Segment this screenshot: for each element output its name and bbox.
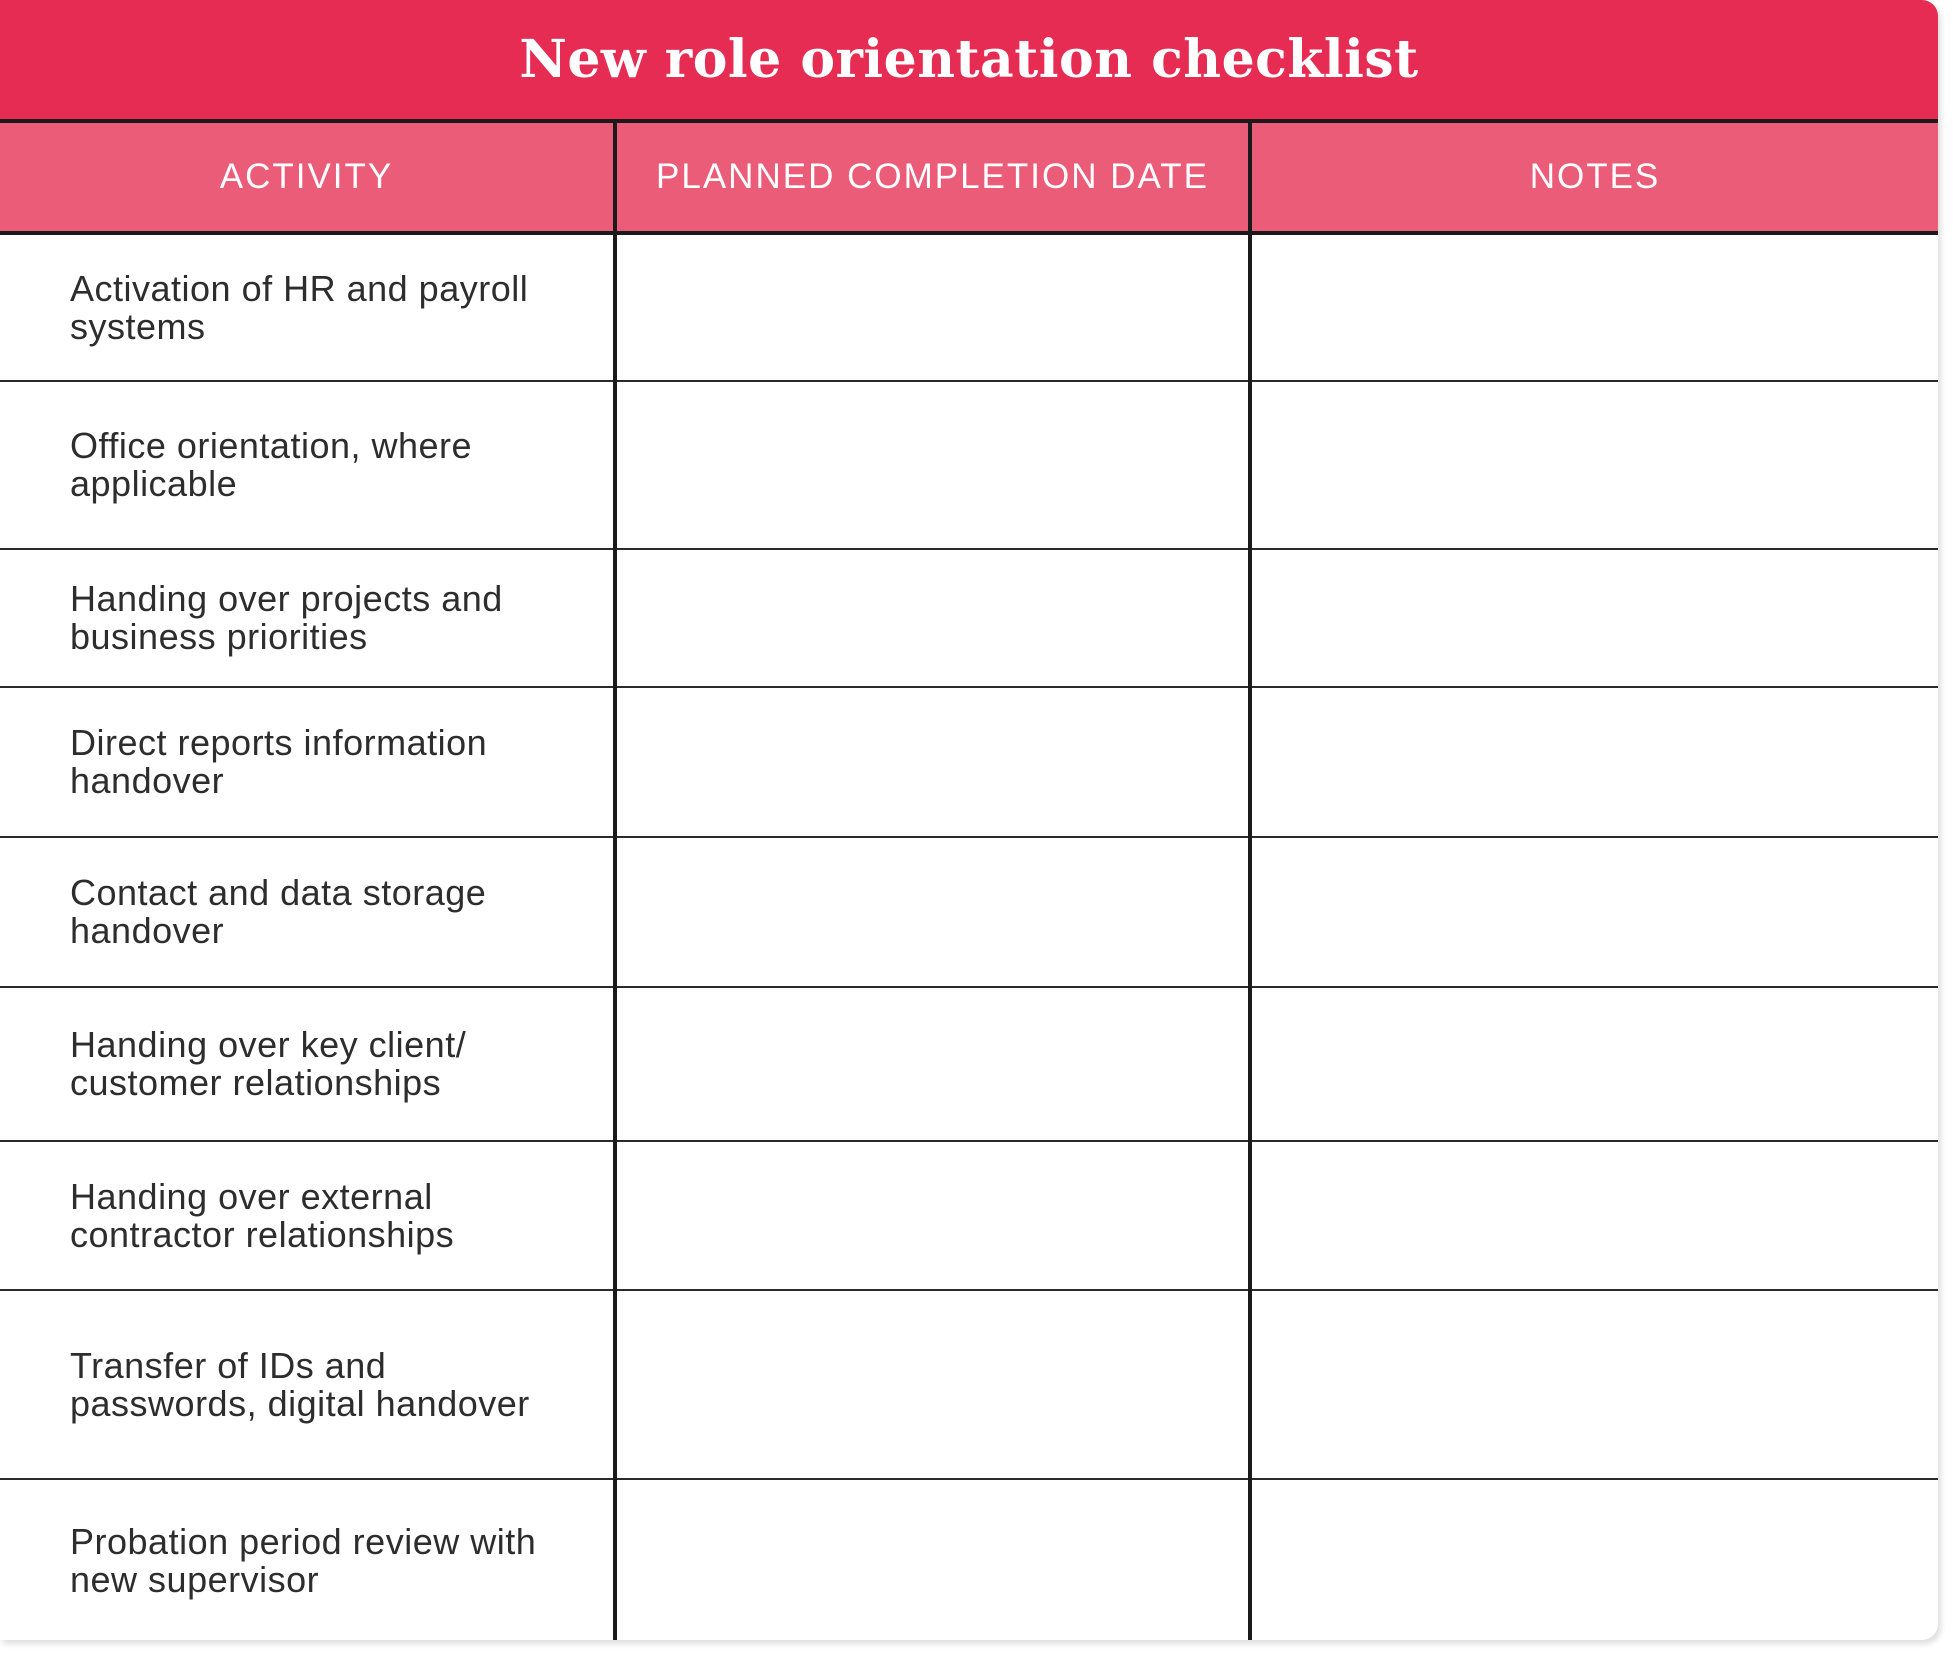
notes-cell[interactable] [1250,987,1938,1141]
planned-completion-date-cell[interactable] [615,837,1250,987]
planned-completion-date-cell[interactable] [615,687,1250,837]
notes-cell[interactable] [1250,1290,1938,1479]
header-row [0,121,1938,233]
activity-cell: Office orientation, where applicable [0,381,615,549]
planned-completion-date-cell[interactable] [615,987,1250,1141]
page-title: New role orientation checklist [519,29,1419,90]
checklist-table [0,119,1938,1640]
planned-completion-date-cell[interactable] [615,549,1250,687]
planned-completion-date-cell[interactable] [615,381,1250,549]
notes-cell[interactable] [1250,381,1938,549]
table-row [0,1290,1938,1479]
notes-cell[interactable] [1250,687,1938,837]
planned-completion-date-cell[interactable] [615,1141,1250,1290]
notes-cell[interactable] [1250,837,1938,987]
title-bar [0,0,1938,119]
activity-cell: Direct reports information handover [0,687,615,837]
column-header-activity: ACTIVITY [0,121,615,233]
activity-cell: Handing over projects and business priorities [0,549,615,687]
activity-cell: Probation period review with new supervisor [70,1520,537,1600]
activity-cell: Transfer of IDs and passwords, digital handover [0,1290,615,1479]
notes-cell[interactable] [1250,1479,1938,1640]
activity-cell: Handing over external contractor relationships [0,1141,615,1290]
notes-cell[interactable] [1250,1141,1938,1290]
activity-cell: Handing over key client/ customer relationships [0,987,615,1141]
activity-cell: Activation of HR and payroll systems [0,233,615,381]
table-row [0,1479,1938,1640]
table-row [0,233,1938,381]
notes-cell[interactable] [1250,233,1938,381]
table-row [0,837,1938,987]
column-header-planned-completion-date: PLANNED COMPLETION DATE [615,121,1250,233]
notes-cell[interactable] [1250,549,1938,687]
column-header-notes: NOTES [1250,121,1938,233]
table-row [0,381,1938,549]
activity-cell: Contact and data storage handover [0,837,615,987]
table-row [0,687,1938,837]
planned-completion-date-cell[interactable] [615,1479,1250,1640]
planned-completion-date-cell[interactable] [615,1290,1250,1479]
table-row [0,987,1938,1141]
table-row [0,1141,1938,1290]
table-row [0,549,1938,687]
planned-completion-date-cell[interactable] [615,233,1250,381]
